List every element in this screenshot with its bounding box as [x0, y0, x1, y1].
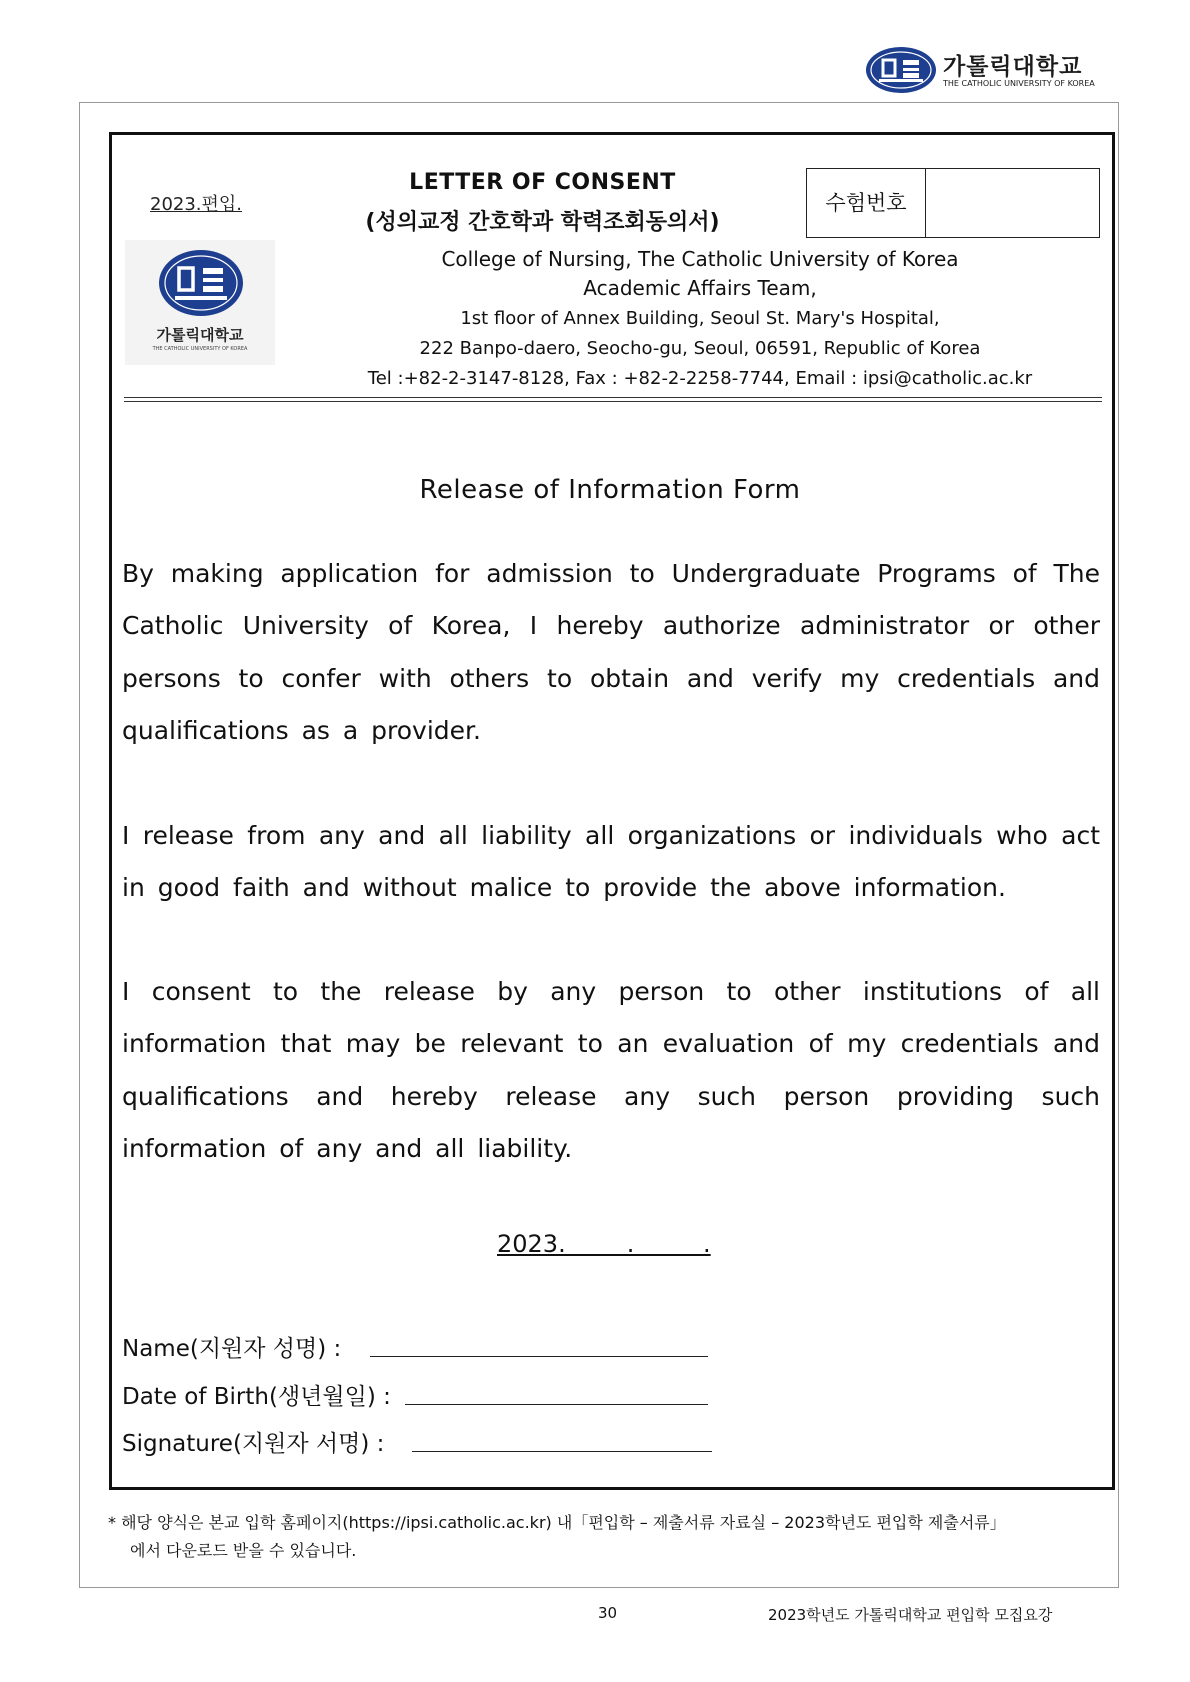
consent-paragraph: By making application for admission to Undergraduate Programs of The Catholic University of Korea, I hereby authorize administrator or other persons to confer with others to obtain and verify my credentials and qualifications as a provider. — [122, 559, 1100, 745]
year-label: 2023.편입. — [150, 194, 243, 215]
date-field[interactable]: 2023. . . — [497, 1230, 711, 1258]
form-logo-name-ko: 가톨릭대학교 — [156, 326, 244, 344]
university-logo — [865, 46, 1095, 96]
exam-number-field[interactable] — [927, 169, 1097, 237]
footer-title: 2023학년도 가톨릭대학교 편입학 모집요강 — [768, 1606, 1053, 1624]
address-line: Academic Affairs Team, — [583, 276, 817, 300]
dob-input-line[interactable] — [405, 1404, 708, 1405]
address-line: College of Nursing, The Catholic University of Korea — [441, 247, 959, 271]
university-emblem-icon — [157, 248, 245, 318]
address-line: 1st floor of Annex Building, Seoul St. Mary's Hospital, — [460, 308, 940, 329]
letter-title: LETTER OF CONSENT — [409, 170, 676, 195]
exam-number-box — [806, 168, 1100, 238]
form-logo-name-en: THE CATHOLIC UNIVERSITY OF KOREA — [152, 346, 248, 352]
brand-name-ko: 가톨릭대학교 — [943, 54, 1083, 80]
name-input-line[interactable] — [370, 1356, 708, 1357]
page-number: 30 — [598, 1604, 618, 1622]
consent-paragraph: I consent to the release by any person to other institutions of all information that may be relevant to an evaluation of my credentials and qualifications and hereby release any such person providing such information of any and all liability. — [122, 977, 1100, 1163]
form-title: Release of Information Form — [419, 475, 801, 505]
form-logo — [125, 240, 275, 365]
brand-name-en: THE CATHOLIC UNIVERSITY OF KOREA — [943, 79, 1095, 88]
university-emblem-icon — [865, 46, 937, 94]
letter-subtitle: (성의교정 간호학과 학력조회동의서) — [365, 210, 720, 235]
signature-label: Signature(지원자 서명) : — [122, 1431, 385, 1457]
contact-line: Tel :+82-2-3147-8128, Fax : +82-2-2258-7744, Email : ipsi@catholic.ac.kr — [367, 368, 1033, 389]
signature-input-line[interactable] — [412, 1451, 712, 1452]
consent-paragraph: I release from any and all liability all organizations or individuals who act in good faith and without malice to provide the above information. — [122, 821, 1100, 903]
dob-label: Date of Birth(생년월일) : — [122, 1384, 391, 1410]
download-note-cont: 에서 다운로드 받을 수 있습니다. — [130, 1541, 357, 1560]
download-note: * 해당 양식은 본교 입학 홈페이지(https://ipsi.catholic.ac.kr) 내「편입학 – 제출서류 자료실 – 2023학년도 편입학 제출서류」 — [108, 1513, 1006, 1532]
name-label: Name(지원자 성명) : — [122, 1336, 342, 1362]
address-line: 222 Banpo-daero, Seocho-gu, Seoul, 06591, Republic of Korea — [419, 338, 981, 359]
header-divider — [124, 397, 1102, 402]
exam-number-label: 수험번호 — [807, 169, 926, 237]
